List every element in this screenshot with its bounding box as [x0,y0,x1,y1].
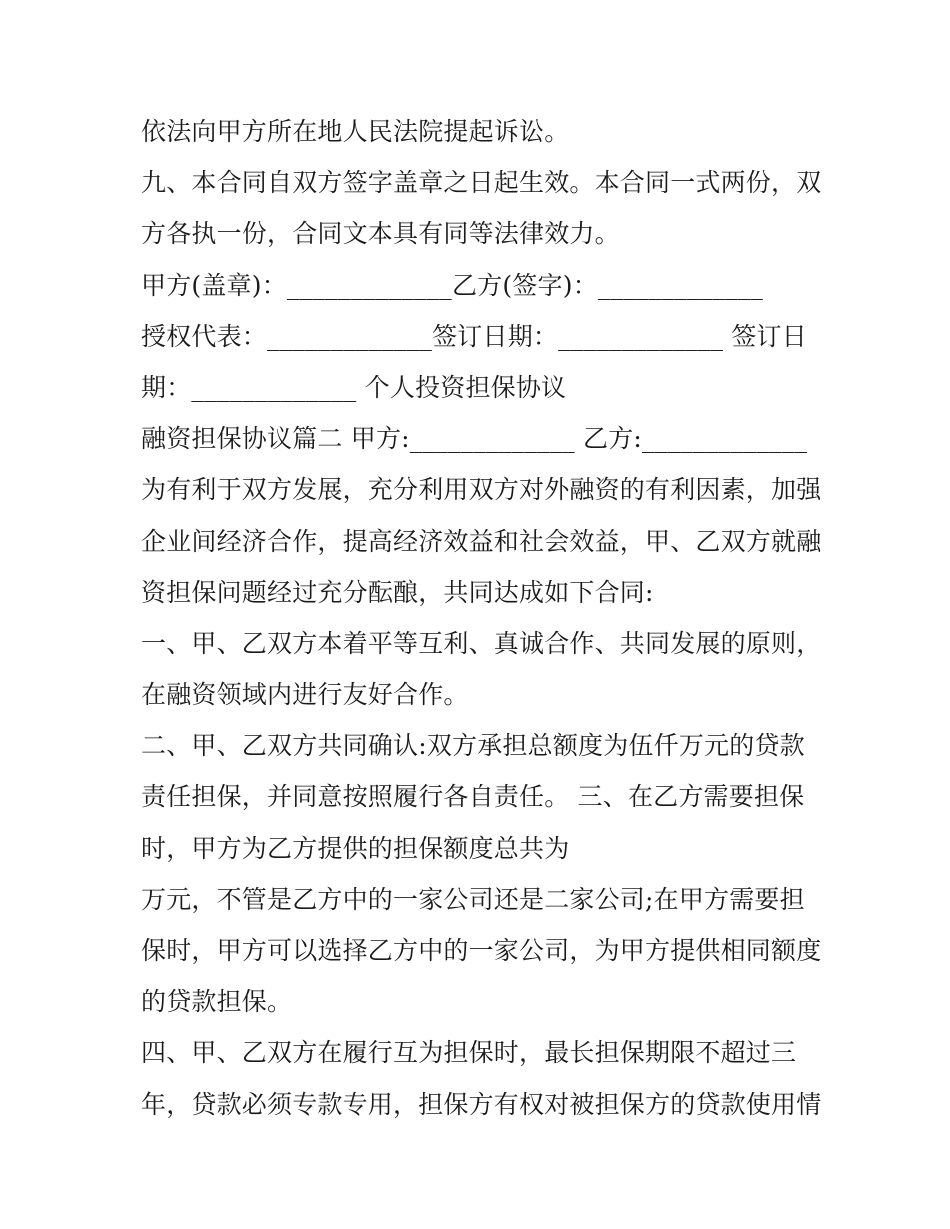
text-line: 企业间经济合作，提高经济效益和社会效益，甲、乙双方就融 [141,526,822,556]
text-line: 万元，不管是乙方中的一家公司还是二家公司;在甲方需要担 [141,884,805,914]
text-line: 依法向甲方所在地人民法院提起诉讼。 [141,117,570,146]
signature-line-parties: 甲方(盖章)：_____________乙方(签字)：_____________ [141,270,764,300]
text-line: 二、甲、乙双方共同确认:双方承担总额度为伍仟万元的贷款 [141,731,805,761]
text-line: 方各执一份，合同文本具有同等法律效力。 [141,219,620,249]
text-line: 的贷款担保。 [141,987,293,1017]
text-line: 责任担保，并同意按照履行各自责任。 三、在乙方需要担保 [141,782,805,812]
text-line: 时，甲方为乙方提供的担保额度总共为 [141,833,570,863]
text-line: 四、甲、乙双方在履行互为担保时，最长担保期限不超过三 [141,1038,797,1068]
text-line: 为有利于双方发展，充分利用双方对外融资的有利因素，加强 [141,475,822,505]
text-line: 九、本合同自双方签字盖章之日起生效。本合同一式两份，双 [141,168,822,198]
text-line: 资担保问题经过充分酝酿，共同达成如下合同: [141,577,654,607]
document-body [141,106,821,1130]
text-line: 保时，甲方可以选择乙方中的一家公司，为甲方提供相同额度 [141,936,822,965]
text-line: 年，贷款必须专款专用，担保方有权对被担保方的贷款使用情 [141,1089,822,1119]
signature-line-representative: 授权代表：_____________签订日期：_____________ 签订日 [141,321,807,351]
text-line: 一、甲、乙双方本着平等互利、真诚合作、共同发展的原则， [141,628,822,658]
text-line: 在融资领域内进行友好合作。 [141,680,469,710]
section-heading: 融资担保协议篇二 甲方:_____________ 乙方:_____________ [141,424,808,454]
text-line: 期：_____________ 个人投资担保协议 [141,372,567,402]
